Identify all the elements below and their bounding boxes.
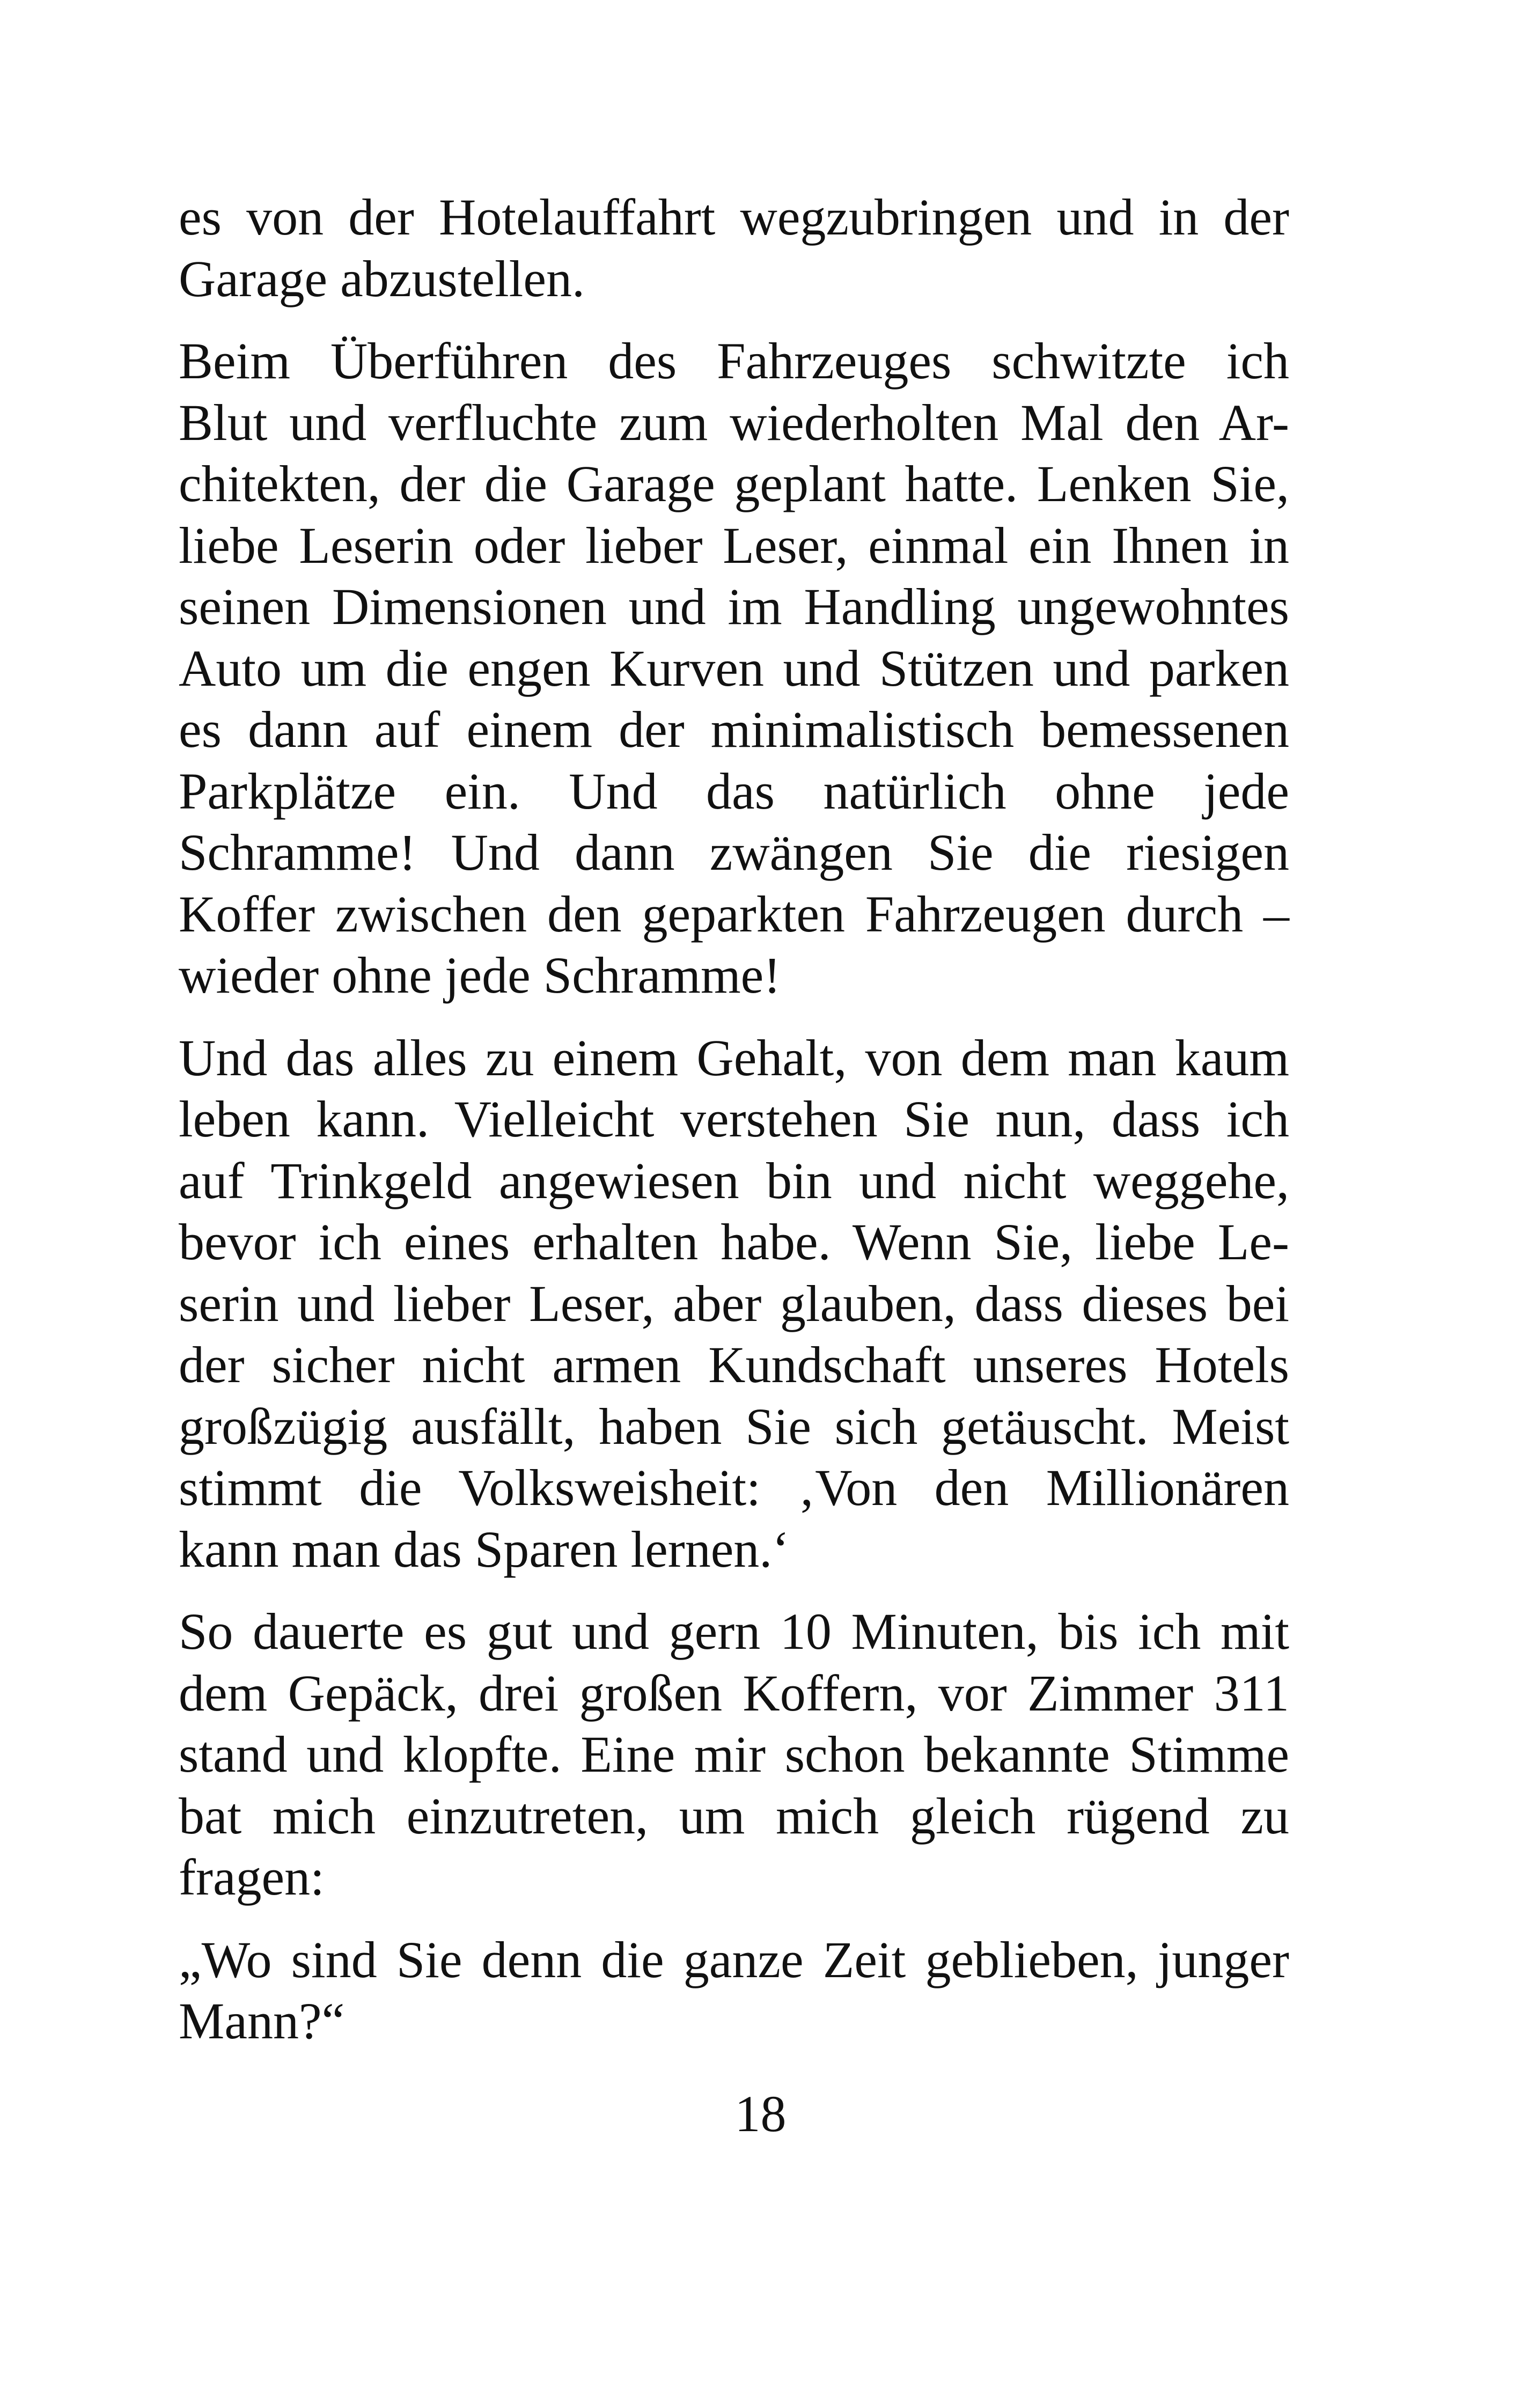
text-line: Parkplätze ein. Und das natürlich ohne jede [179, 762, 1289, 820]
text-line: seinen Dimensionen und im Handling ungewohntes [179, 578, 1289, 635]
text-line: Koffer zwischen den geparkten Fahrzeugen durch – [179, 885, 1289, 943]
text-line: wieder ohne jede Schramme! [179, 946, 781, 1004]
text-line: Schramme! Und dann zwängen Sie die riesigen [179, 824, 1289, 881]
paragraph-4 [179, 1601, 1289, 1908]
text-line: Beim Überführen des Fahrzeuges schwitzte ich [179, 332, 1289, 390]
text-line: es von der Hotelauffahrt wegzubringen und in der [179, 188, 1289, 246]
text-line: Auto um die engen Kurven und Stützen und parken [179, 639, 1289, 697]
text-line: Blut und verfluchte zum wiederholten Mal den Ar- [179, 393, 1289, 451]
text-line: fragen: [179, 1848, 325, 1906]
text-line: es dann auf einem der minimalistisch bemessenen [179, 701, 1289, 758]
text-line: Und das alles zu einem Gehalt, von dem man kaum [179, 1029, 1289, 1086]
text-line: stand und klopfte. Eine mir schon bekannte Stimme [179, 1726, 1289, 1783]
text-line: liebe Leserin oder lieber Leser, einmal ein Ihnen in [179, 516, 1289, 574]
text-line: So dauerte es gut und gern 10 Minuten, bis ich mit [179, 1603, 1289, 1660]
text-line: auf Trinkgeld angewiesen bin und nicht weggehe, [179, 1151, 1289, 1209]
text-line: dem Gepäck, drei großen Koffern, vor Zimmer 311 [179, 1664, 1289, 1722]
text-line: serin und lieber Leser, aber glauben, dass dieses bei [179, 1274, 1289, 1332]
paragraph-3 [179, 1027, 1289, 1581]
text-line: leben kann. Vielleicht verstehen Sie nun, dass ich [179, 1090, 1289, 1148]
text-line: „Wo sind Sie denn die ganze Zeit geblieben, junger [179, 1930, 1289, 1988]
text-line: bat mich einzutreten, um mich gleich rügend zu [179, 1787, 1289, 1845]
paragraph-5 [179, 1929, 1289, 2052]
text-line: Mann?“ [179, 1992, 345, 2050]
text-line: stimmt die Volksweisheit: ‚Von den Millionären [179, 1459, 1289, 1516]
page-number: 18 [734, 2085, 787, 2142]
text-line: der sicher nicht armen Kundschaft unseres Hotels [179, 1336, 1289, 1393]
paragraph-1 [179, 187, 1289, 310]
text-line: Garage abzustellen. [179, 249, 585, 307]
text-line: großzügig ausfällt, haben Sie sich getäuscht. Meist [179, 1397, 1289, 1455]
body-text [179, 187, 1289, 2073]
text-line: kann man das Sparen lernen.‘ [179, 1520, 790, 1578]
paragraph-2 [179, 331, 1289, 1007]
text-line: chitekten, der die Garage geplant hatte. Lenken Sie, [179, 455, 1289, 512]
text-line: bevor ich eines erhalten habe. Wenn Sie, liebe Le- [179, 1213, 1289, 1271]
